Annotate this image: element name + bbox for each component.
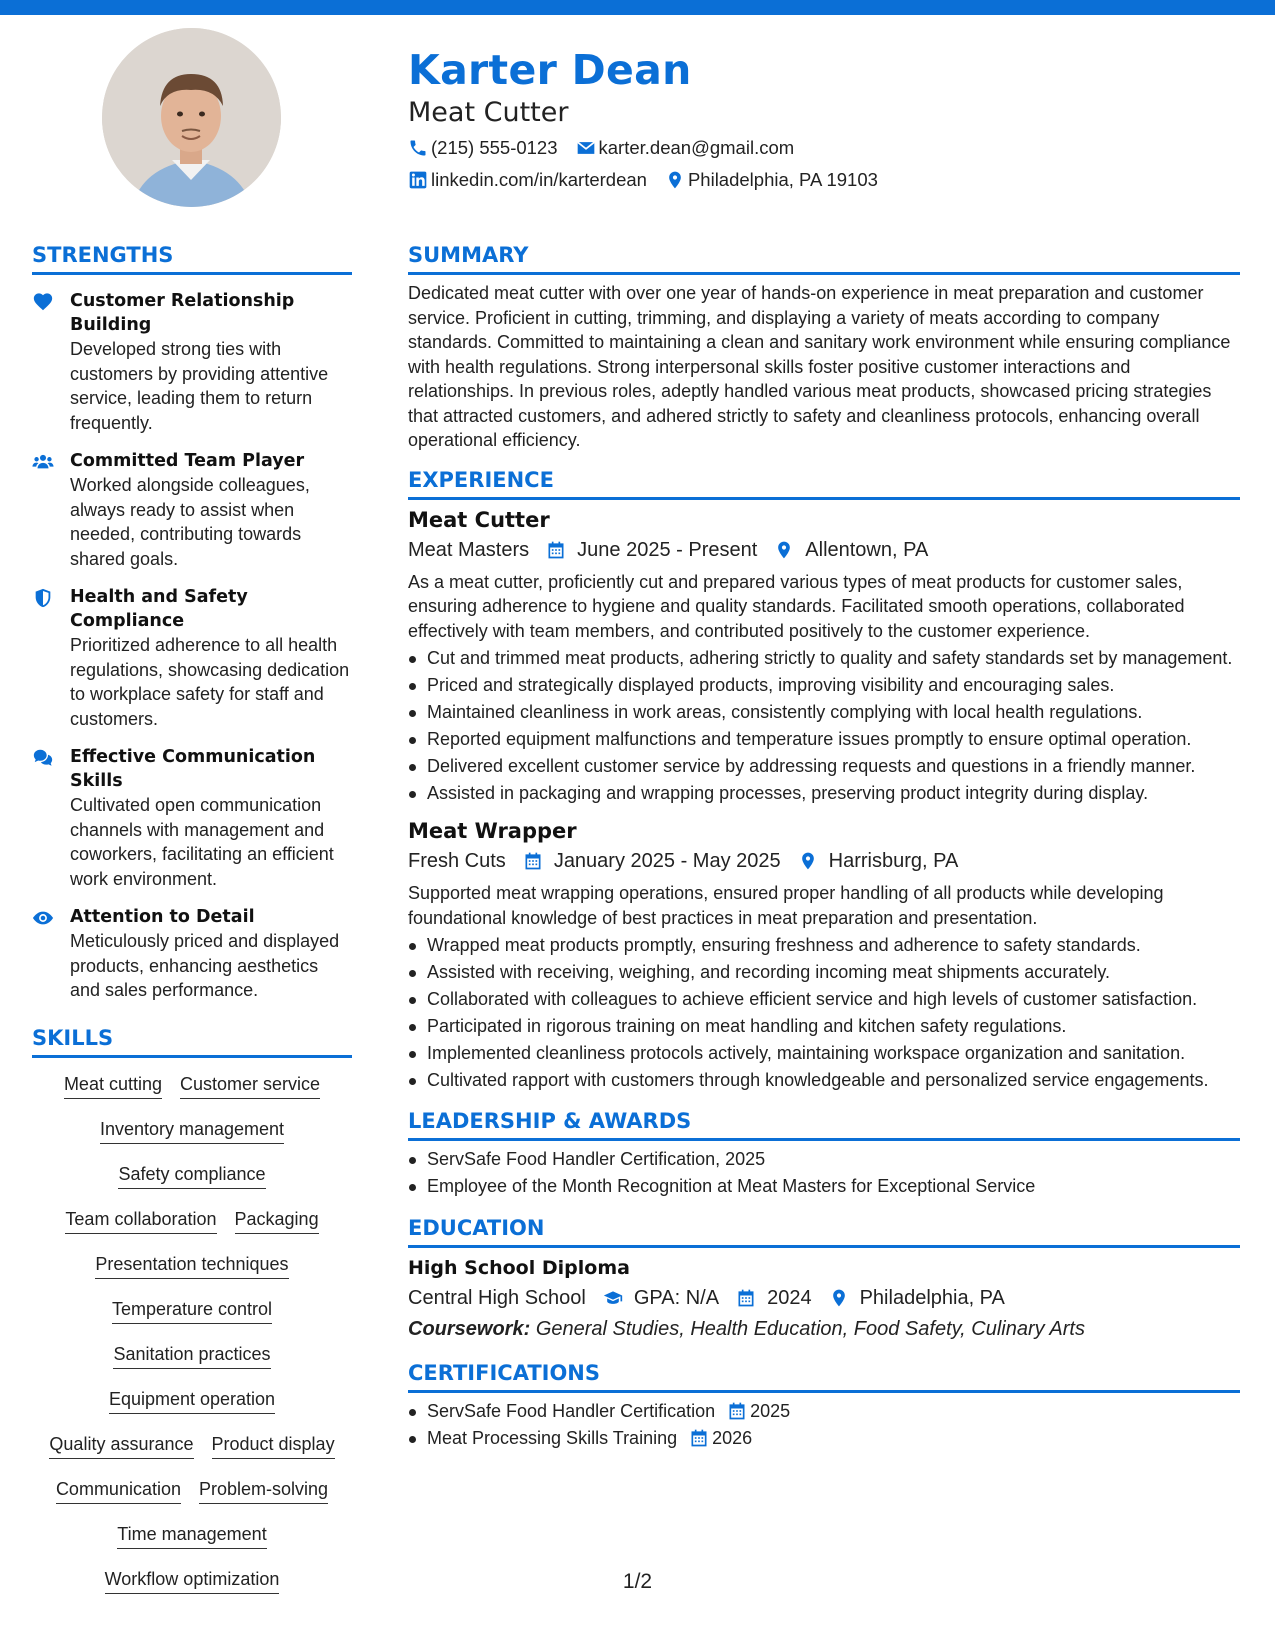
job-meta	[408, 845, 1240, 877]
location-text: Philadelphia, PA 19103	[687, 169, 878, 190]
job-entry	[408, 817, 1240, 1092]
bullet-item: Wrapped meat products promptly, ensuring freshness and adherence to safety standards.	[408, 933, 1240, 958]
skill-tag: Problem-solving	[199, 1477, 328, 1504]
strength-desc: Cultivated open communication channels with management and coworkers, facilitating an efficient work environment.	[70, 795, 334, 889]
coursework-label: Coursework:	[408, 1317, 531, 1340]
gpa	[602, 1282, 719, 1314]
job-description: Supported meat wrapping operations, ensured proper handling of all products while developing foundational knowledge of best practices in meat preparation and presentation.	[408, 883, 1164, 928]
strength-title: Attention to Detail	[70, 907, 255, 927]
company-name: Meat Masters	[408, 538, 530, 561]
bullet-item: Assisted in packaging and wrapping processes, preserving product integrity during display.	[408, 781, 1240, 806]
skill-row	[32, 1297, 352, 1342]
map-marker-icon	[773, 539, 795, 561]
strength-desc: Meticulously priced and displayed products, enhancing aesthetics and sales performance.	[70, 931, 340, 1000]
job-location-text: Allentown, PA	[805, 538, 929, 561]
bullet-item: Cut and trimmed meat products, adhering strictly to quality and safety standards set by management.	[408, 646, 1240, 671]
certification-year: 2026	[712, 1427, 753, 1448]
job-bullets	[408, 646, 1240, 806]
education-meta	[408, 1282, 1240, 1314]
awards-heading: LEADERSHIP & AWARDS	[408, 1108, 1240, 1141]
school-location	[828, 1282, 1005, 1314]
award-item: ServSafe Food Handler Certification, 2025	[408, 1147, 1240, 1172]
envelope-icon	[576, 138, 596, 158]
job-dates-text: June 2025 - Present	[577, 538, 758, 561]
skill-tag: Presentation techniques	[95, 1252, 288, 1279]
job-entry	[408, 506, 1240, 806]
bullet-item: Maintained cleanliness in work areas, consistently complying with local health regulations.	[408, 700, 1240, 725]
awards-list	[408, 1147, 1240, 1199]
candidate-name: Karter Dean	[408, 46, 692, 94]
skill-tag: Product display	[212, 1432, 335, 1459]
job-location	[773, 534, 928, 566]
strength-title: Health and Safety Compliance	[70, 587, 248, 631]
left-column	[32, 242, 352, 1612]
gpa-text: GPA: N/A	[633, 1286, 720, 1309]
skill-tag: Quality assurance	[49, 1432, 193, 1459]
certification-year: 2025	[750, 1400, 791, 1421]
map-marker-icon	[828, 1287, 850, 1309]
phone-number: (215) 555-0123	[431, 137, 558, 158]
page-number: 1/2	[622, 1570, 653, 1593]
skill-tag: Workflow optimization	[105, 1567, 280, 1594]
linkedin-url[interactable]: linkedin.com/in/karterdean	[431, 169, 647, 190]
map-marker-icon	[665, 170, 685, 190]
summary-heading: SUMMARY	[408, 242, 1240, 275]
shield-icon	[32, 585, 70, 731]
award-item: Employee of the Month Recognition at Meat Masters for Exceptional Service	[408, 1174, 1240, 1199]
contact-row-1	[408, 132, 1248, 164]
certification-item	[408, 1399, 1240, 1424]
skill-row	[32, 1432, 352, 1477]
top-accent-bar	[0, 0, 1275, 15]
graduation-year	[735, 1282, 812, 1314]
skill-row	[32, 1072, 352, 1117]
bullet-item: Implemented cleanliness protocols actively, maintaining workspace organization and sanitation.	[408, 1041, 1240, 1066]
skill-tag: Packaging	[235, 1207, 319, 1234]
job-dates-text: January 2025 - May 2025	[553, 850, 781, 872]
education-heading: EDUCATION	[408, 1215, 1240, 1248]
email-contact[interactable]	[576, 132, 795, 164]
heart-icon	[32, 289, 70, 435]
eye-icon	[32, 905, 70, 1003]
certification-item	[408, 1426, 1240, 1451]
degree-title: High School Diploma	[408, 1256, 630, 1279]
school-location-text: Philadelphia, PA	[859, 1286, 1005, 1309]
certifications-list	[408, 1399, 1240, 1451]
bullet-item: Priced and strategically displayed products, improving visibility and encouraging sales.	[408, 673, 1240, 698]
strength-title: Committed Team Player	[70, 451, 305, 471]
contact-row-2	[408, 164, 1248, 196]
strength-item	[32, 585, 352, 731]
calendar-icon	[735, 1287, 757, 1309]
skills-heading: SKILLS	[32, 1025, 352, 1058]
strength-desc: Developed strong ties with customers by providing attentive service, leading them to return frequently.	[70, 339, 329, 433]
skill-tag: Inventory management	[100, 1117, 284, 1144]
strength-item	[32, 289, 352, 435]
calendar-icon	[522, 850, 544, 872]
strength-desc: Prioritized adherence to all health regulations, showcasing dedication to workplace safety for staff and customers.	[70, 635, 350, 729]
job-bullets	[408, 933, 1240, 1093]
job-title: Meat Wrapper	[408, 819, 577, 843]
calendar-icon	[689, 1428, 709, 1448]
skill-tag: Meat cutting	[64, 1072, 162, 1099]
job-dates	[522, 845, 781, 877]
skill-row	[32, 1207, 352, 1252]
coursework	[408, 1314, 1240, 1344]
linkedin-contact[interactable]	[408, 164, 647, 196]
skill-row	[32, 1252, 352, 1297]
school-name: Central High School	[408, 1286, 586, 1309]
strength-desc: Worked alongside colleagues, always ready to assist when needed, contributing towards shared goals.	[70, 475, 310, 569]
bullet-item: Reported equipment malfunctions and temperature issues promptly to ensure optimal operation.	[408, 727, 1240, 752]
strengths-heading: STRENGTHS	[32, 242, 352, 275]
location-contact	[665, 164, 878, 196]
skills-list	[32, 1072, 352, 1612]
comments-icon	[32, 745, 70, 891]
job-dates	[545, 534, 757, 566]
skill-tag: Customer service	[180, 1072, 320, 1099]
certifications-heading: CERTIFICATIONS	[408, 1360, 1240, 1393]
strength-title: Effective Communication Skills	[70, 747, 316, 791]
map-marker-icon	[797, 850, 819, 872]
phone-contact	[408, 132, 558, 164]
skill-row	[32, 1387, 352, 1432]
users-icon	[32, 449, 70, 571]
job-location	[797, 845, 959, 877]
strength-title: Customer Relationship Building	[70, 291, 295, 335]
skill-tag: Team collaboration	[65, 1207, 216, 1234]
right-column	[408, 242, 1240, 1450]
certification-name: Meat Processing Skills Training	[427, 1427, 678, 1448]
summary-text: Dedicated meat cutter with over one year of hands-on experience in meat preparation and customer service. Proficient in cutting, trimming, and displaying a variety of meats according to company standards. Committed to maintaining a clean and sanitary work environment while ensuring compliance with health regulations. Strong interpersonal skills foster positive customer interactions and relationships. In previous roles, adeptly handled various meat products, showcased pricing strategies that attracted customers, and adhered strictly to safety and cleanliness protocols, enhancing overall operational efficiency.	[408, 283, 1231, 450]
job-location-text: Harrisburg, PA	[828, 850, 959, 872]
job-title: Meat Cutter	[408, 507, 550, 532]
candidate-title: Meat Cutter	[408, 97, 569, 128]
graduation-year-text: 2024	[767, 1286, 812, 1309]
skill-tag: Safety compliance	[118, 1162, 265, 1189]
bullet-item: Assisted with receiving, weighing, and recording incoming meat shipments accurately.	[408, 960, 1240, 985]
skill-tag: Time management	[117, 1522, 266, 1549]
strength-item	[32, 905, 352, 1003]
strength-item	[32, 745, 352, 891]
company-name: Fresh Cuts	[408, 850, 506, 872]
skill-tag: Temperature control	[112, 1297, 272, 1324]
skill-row	[32, 1117, 352, 1162]
skill-tag: Equipment operation	[109, 1387, 275, 1414]
bullet-item: Delivered excellent customer service by addressing requests and questions in a friendly manner.	[408, 754, 1240, 779]
phone-icon	[408, 138, 428, 158]
experience-heading: EXPERIENCE	[408, 467, 1240, 500]
linkedin-icon	[408, 170, 428, 190]
skill-row	[32, 1522, 352, 1567]
job-meta	[408, 534, 1240, 566]
certification-name: ServSafe Food Handler Certification	[427, 1400, 716, 1421]
bullet-item: Participated in rigorous training on meat handling and kitchen safety regulations.	[408, 1014, 1240, 1039]
calendar-icon	[545, 539, 567, 561]
coursework-text: General Studies, Health Education, Food Safety, Culinary Arts	[535, 1317, 1085, 1340]
skill-row	[32, 1477, 352, 1522]
graduation-cap-icon	[602, 1287, 624, 1309]
profile-photo	[102, 28, 281, 207]
skill-tag: Communication	[56, 1477, 181, 1504]
calendar-icon	[727, 1401, 747, 1421]
skill-tag: Sanitation practices	[113, 1342, 270, 1369]
bullet-item: Collaborated with colleagues to achieve efficient service and high levels of customer satisfaction.	[408, 987, 1240, 1012]
education-entry	[408, 1254, 1240, 1344]
job-description: As a meat cutter, proficiently cut and prepared various types of meat products for customer sales, ensuring adherence to hygiene and quality standards. Facilitated smooth operations, collaborated effectively with team members, and contributed positively to the customer experience.	[408, 571, 1185, 641]
skill-row	[32, 1162, 352, 1207]
strength-item	[32, 449, 352, 571]
email-address[interactable]: karter.dean@gmail.com	[598, 137, 795, 158]
bullet-item: Cultivated rapport with customers through knowledgeable and personalized service engagements.	[408, 1068, 1240, 1093]
resume-header	[408, 44, 1248, 196]
skill-row	[32, 1342, 352, 1387]
